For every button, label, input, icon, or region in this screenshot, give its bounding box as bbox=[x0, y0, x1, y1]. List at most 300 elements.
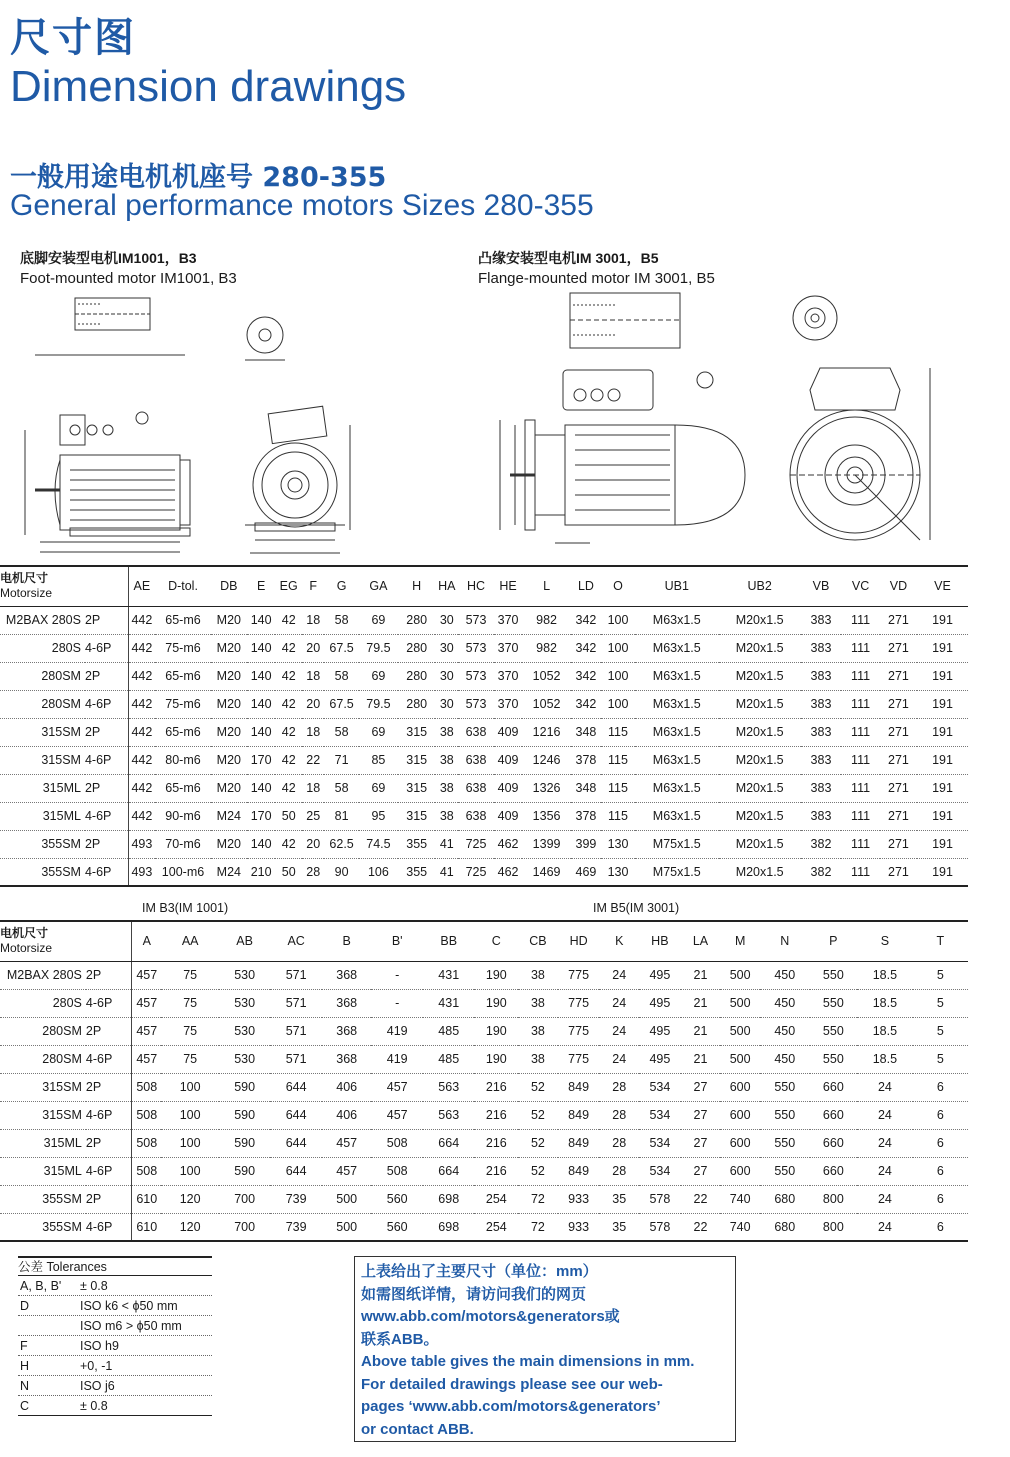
value-cell: 22 bbox=[681, 1213, 721, 1241]
value-cell: 660 bbox=[810, 1101, 858, 1129]
value-cell: 271 bbox=[880, 774, 917, 802]
value-cell: 62.5 bbox=[324, 830, 358, 858]
value-cell: 534 bbox=[639, 1157, 681, 1185]
value-cell: 370 bbox=[494, 606, 523, 634]
poles-cell: 2P bbox=[85, 718, 128, 746]
value-cell: 65-m6 bbox=[155, 606, 211, 634]
col-header: F bbox=[302, 566, 325, 606]
value-cell: 6 bbox=[913, 1129, 968, 1157]
table-row bbox=[0, 1129, 968, 1157]
value-cell: 368 bbox=[322, 1045, 372, 1073]
motor-size-cell: 315ML bbox=[0, 1129, 86, 1157]
value-cell: 24 bbox=[599, 961, 639, 989]
value-cell: M20 bbox=[211, 774, 247, 802]
value-cell: 933 bbox=[558, 1185, 600, 1213]
tolerance-value: ISO h9 bbox=[80, 1339, 119, 1353]
value-cell: 72 bbox=[518, 1213, 558, 1241]
value-cell: 38 bbox=[435, 746, 458, 774]
value-cell: 638 bbox=[458, 774, 493, 802]
table-row bbox=[0, 1017, 968, 1045]
col-header: EG bbox=[275, 566, 302, 606]
value-cell: 849 bbox=[558, 1073, 600, 1101]
motor-size-cell: 315SM bbox=[0, 1101, 86, 1129]
value-cell: 111 bbox=[841, 634, 880, 662]
poles-cell: 4-6P bbox=[86, 989, 132, 1017]
note-line: or contact ABB. bbox=[361, 1420, 474, 1438]
col-header: LA bbox=[681, 921, 721, 961]
value-cell: 58 bbox=[324, 606, 358, 634]
value-cell: 24 bbox=[857, 1073, 913, 1101]
value-cell: 725 bbox=[458, 830, 493, 858]
tolerance-key: N bbox=[20, 1379, 30, 1393]
value-cell: 191 bbox=[917, 746, 968, 774]
note-line: 如需图纸详情，请访问我们的网页 bbox=[361, 1285, 587, 1303]
value-cell: 271 bbox=[880, 662, 917, 690]
value-cell: 271 bbox=[880, 802, 917, 830]
value-cell: 383 bbox=[801, 774, 842, 802]
note-line: pages ‘www.abb.com/motors&generators’ bbox=[361, 1398, 661, 1415]
value-cell: M20x1.5 bbox=[719, 802, 801, 830]
value-cell: 100 bbox=[601, 634, 635, 662]
motor-size-cell: 315SM bbox=[0, 718, 85, 746]
value-cell: 383 bbox=[801, 690, 842, 718]
value-cell: 315 bbox=[398, 746, 435, 774]
value-cell: 140 bbox=[247, 718, 276, 746]
col-header: VD bbox=[880, 566, 917, 606]
value-cell: 508 bbox=[371, 1157, 423, 1185]
value-cell: 530 bbox=[219, 1045, 271, 1073]
tolerance-row bbox=[18, 1276, 212, 1296]
value-cell: 191 bbox=[917, 606, 968, 634]
value-cell: 140 bbox=[247, 606, 276, 634]
poles-cell: 2P bbox=[85, 662, 128, 690]
value-cell: 20 bbox=[302, 690, 325, 718]
value-cell: 70-m6 bbox=[155, 830, 211, 858]
value-cell: 378 bbox=[571, 802, 601, 830]
value-cell: 22 bbox=[302, 746, 325, 774]
col-header: L bbox=[522, 566, 570, 606]
value-cell: 383 bbox=[801, 802, 842, 830]
table-row bbox=[0, 1185, 968, 1213]
note-line: For detailed drawings please see our web- bbox=[361, 1375, 663, 1393]
value-cell: 431 bbox=[423, 989, 475, 1017]
col-header: AC bbox=[270, 921, 322, 961]
col-header: C bbox=[474, 921, 518, 961]
value-cell: 28 bbox=[599, 1073, 639, 1101]
value-cell: 590 bbox=[219, 1101, 271, 1129]
foot-motor-side-view-drawing bbox=[20, 290, 220, 565]
value-cell: 28 bbox=[599, 1157, 639, 1185]
foot-caption-cn: 底脚安装型电机IM1001，B3 bbox=[20, 250, 197, 266]
value-cell: 65-m6 bbox=[155, 774, 211, 802]
value-cell: M20 bbox=[211, 830, 247, 858]
value-cell: 500 bbox=[322, 1185, 372, 1213]
value-cell: 52 bbox=[518, 1157, 558, 1185]
value-cell: 573 bbox=[458, 662, 493, 690]
value-cell: 100-m6 bbox=[155, 858, 211, 886]
value-cell: 315 bbox=[398, 802, 435, 830]
value-cell: 5 bbox=[913, 989, 968, 1017]
value-cell: 550 bbox=[760, 1129, 810, 1157]
value-cell: 457 bbox=[132, 1017, 162, 1045]
value-cell: 28 bbox=[599, 1129, 639, 1157]
value-cell: 508 bbox=[132, 1157, 162, 1185]
value-cell: 120 bbox=[161, 1185, 218, 1213]
value-cell: 644 bbox=[270, 1101, 322, 1129]
table-row bbox=[0, 746, 968, 774]
value-cell: 38 bbox=[518, 1017, 558, 1045]
col-header: T bbox=[913, 921, 968, 961]
table-row bbox=[0, 1073, 968, 1101]
value-cell: M20 bbox=[211, 718, 247, 746]
value-cell: 115 bbox=[601, 774, 635, 802]
poles-cell: 4-6P bbox=[86, 1213, 132, 1241]
value-cell: 28 bbox=[302, 858, 325, 886]
value-cell: 500 bbox=[720, 1017, 760, 1045]
value-cell: 740 bbox=[720, 1213, 760, 1241]
value-cell: 191 bbox=[917, 802, 968, 830]
dimensions-table-1 bbox=[0, 565, 968, 887]
value-cell: 20 bbox=[302, 830, 325, 858]
value-cell: 81 bbox=[324, 802, 358, 830]
value-cell: 500 bbox=[322, 1213, 372, 1241]
value-cell: 38 bbox=[518, 961, 558, 989]
value-cell: 409 bbox=[494, 718, 523, 746]
value-cell: - bbox=[371, 961, 423, 989]
value-cell: 660 bbox=[810, 1129, 858, 1157]
value-cell: M63x1.5 bbox=[635, 634, 719, 662]
value-cell: 30 bbox=[435, 662, 458, 690]
value-cell: 342 bbox=[571, 606, 601, 634]
table-row bbox=[0, 989, 968, 1017]
value-cell: 67.5 bbox=[324, 690, 358, 718]
value-cell: 495 bbox=[639, 989, 681, 1017]
value-cell: 1356 bbox=[522, 802, 570, 830]
poles-cell: 2P bbox=[86, 1129, 132, 1157]
value-cell: 457 bbox=[322, 1157, 372, 1185]
value-cell: 383 bbox=[801, 606, 842, 634]
value-cell: M75x1.5 bbox=[635, 858, 719, 886]
value-cell: 30 bbox=[435, 690, 458, 718]
value-cell: M20x1.5 bbox=[719, 606, 801, 634]
motor-size-cell: 280S bbox=[0, 989, 86, 1017]
value-cell: 508 bbox=[132, 1073, 162, 1101]
value-cell: M24 bbox=[211, 802, 247, 830]
value-cell: 22 bbox=[681, 1185, 721, 1213]
poles-cell: 2P bbox=[86, 1017, 132, 1045]
value-cell: 644 bbox=[270, 1073, 322, 1101]
value-cell: 849 bbox=[558, 1157, 600, 1185]
value-cell: 41 bbox=[435, 830, 458, 858]
tolerance-value: +0, -1 bbox=[80, 1359, 113, 1373]
value-cell: 190 bbox=[474, 961, 518, 989]
value-cell: 700 bbox=[219, 1185, 271, 1213]
poles-cell: 4-6P bbox=[85, 746, 128, 774]
motor-size-cell: 315SM bbox=[0, 746, 85, 774]
table-row bbox=[0, 606, 968, 634]
value-cell: 664 bbox=[423, 1129, 475, 1157]
value-cell: 38 bbox=[518, 1045, 558, 1073]
table-2-body bbox=[0, 961, 968, 1241]
col-header: E bbox=[247, 566, 276, 606]
value-cell: 1052 bbox=[522, 662, 570, 690]
value-cell: 95 bbox=[359, 802, 398, 830]
value-cell: 75 bbox=[161, 961, 218, 989]
value-cell: 216 bbox=[474, 1157, 518, 1185]
poles-cell: 4-6P bbox=[86, 1045, 132, 1073]
value-cell: 280 bbox=[398, 690, 435, 718]
value-cell: 170 bbox=[247, 746, 276, 774]
value-cell: M20x1.5 bbox=[719, 858, 801, 886]
value-cell: 442 bbox=[128, 802, 155, 830]
value-cell: 500 bbox=[720, 1045, 760, 1073]
value-cell: 457 bbox=[371, 1101, 423, 1129]
col-header: M bbox=[720, 921, 760, 961]
value-cell: 280 bbox=[398, 662, 435, 690]
flange-motor-side-view-drawing bbox=[495, 285, 765, 560]
value-cell: 550 bbox=[810, 1045, 858, 1073]
value-cell: 442 bbox=[128, 746, 155, 774]
table-row bbox=[0, 718, 968, 746]
value-cell: 42 bbox=[275, 634, 302, 662]
value-cell: 457 bbox=[132, 989, 162, 1017]
value-cell: 530 bbox=[219, 1017, 271, 1045]
tolerance-key: A, B, B' bbox=[20, 1279, 62, 1293]
value-cell: 368 bbox=[322, 961, 372, 989]
value-cell: 383 bbox=[801, 634, 842, 662]
value-cell: 27 bbox=[681, 1129, 721, 1157]
value-cell: 80-m6 bbox=[155, 746, 211, 774]
value-cell: 800 bbox=[810, 1213, 858, 1241]
poles-cell: 2P bbox=[85, 774, 128, 802]
value-cell: 79.5 bbox=[359, 634, 398, 662]
value-cell: 739 bbox=[270, 1185, 322, 1213]
value-cell: 508 bbox=[132, 1101, 162, 1129]
value-cell: 21 bbox=[681, 989, 721, 1017]
value-cell: 534 bbox=[639, 1073, 681, 1101]
foot-caption-en: Foot-mounted motor IM1001, B3 bbox=[20, 270, 237, 287]
value-cell: 111 bbox=[841, 606, 880, 634]
value-cell: 216 bbox=[474, 1129, 518, 1157]
value-cell: 442 bbox=[128, 662, 155, 690]
tolerance-row bbox=[18, 1396, 212, 1416]
value-cell: 560 bbox=[371, 1185, 423, 1213]
value-cell: 100 bbox=[601, 606, 635, 634]
value-cell: 450 bbox=[760, 1017, 810, 1045]
motor-size-cell: 355SM bbox=[0, 858, 85, 886]
value-cell: 1326 bbox=[522, 774, 570, 802]
poles-cell: 2P bbox=[85, 606, 128, 634]
value-cell: 462 bbox=[494, 830, 523, 858]
poles-cell: 4-6P bbox=[85, 690, 128, 718]
value-cell: 140 bbox=[247, 634, 276, 662]
value-cell: 38 bbox=[518, 989, 558, 1017]
value-cell: 495 bbox=[639, 961, 681, 989]
value-cell: M63x1.5 bbox=[635, 718, 719, 746]
value-cell: 20 bbox=[302, 634, 325, 662]
value-cell: 100 bbox=[601, 662, 635, 690]
tolerance-row bbox=[18, 1336, 212, 1356]
value-cell: 52 bbox=[518, 1129, 558, 1157]
value-cell: 190 bbox=[474, 1045, 518, 1073]
value-cell: M75x1.5 bbox=[635, 830, 719, 858]
value-cell: 191 bbox=[917, 690, 968, 718]
col-header: UB2 bbox=[719, 566, 801, 606]
value-cell: 69 bbox=[359, 662, 398, 690]
value-cell: 638 bbox=[458, 718, 493, 746]
value-cell: 6 bbox=[913, 1213, 968, 1241]
col-header: VE bbox=[917, 566, 968, 606]
value-cell: 100 bbox=[161, 1073, 218, 1101]
value-cell: M20x1.5 bbox=[719, 634, 801, 662]
value-cell: 111 bbox=[841, 746, 880, 774]
value-cell: 191 bbox=[917, 634, 968, 662]
tolerances-table bbox=[18, 1256, 212, 1416]
value-cell: 191 bbox=[917, 858, 968, 886]
value-cell: 50 bbox=[275, 858, 302, 886]
value-cell: 563 bbox=[423, 1073, 475, 1101]
value-cell: 6 bbox=[913, 1157, 968, 1185]
value-cell: 30 bbox=[435, 606, 458, 634]
value-cell: 18 bbox=[302, 662, 325, 690]
value-cell: 578 bbox=[639, 1185, 681, 1213]
value-cell: M20x1.5 bbox=[719, 746, 801, 774]
value-cell: 698 bbox=[423, 1185, 475, 1213]
flange-caption-en: Flange-mounted motor IM 3001, B5 bbox=[478, 270, 715, 287]
value-cell: 115 bbox=[601, 718, 635, 746]
value-cell: M20 bbox=[211, 606, 247, 634]
value-cell: 739 bbox=[270, 1213, 322, 1241]
value-cell: 534 bbox=[639, 1101, 681, 1129]
value-cell: 775 bbox=[558, 961, 600, 989]
col-header: N bbox=[760, 921, 810, 961]
col-header: D-tol. bbox=[155, 566, 211, 606]
value-cell: 21 bbox=[681, 1045, 721, 1073]
value-cell: 111 bbox=[841, 802, 880, 830]
value-cell: 600 bbox=[720, 1129, 760, 1157]
value-cell: 590 bbox=[219, 1073, 271, 1101]
value-cell: 368 bbox=[322, 989, 372, 1017]
dimensions-table-2 bbox=[0, 920, 968, 1242]
value-cell: 462 bbox=[494, 858, 523, 886]
value-cell: 115 bbox=[601, 746, 635, 774]
col-header: GA bbox=[359, 566, 398, 606]
value-cell: 18.5 bbox=[857, 1045, 913, 1073]
note-box bbox=[354, 1256, 736, 1442]
col-header: AE bbox=[128, 566, 155, 606]
value-cell: 170 bbox=[247, 802, 276, 830]
value-cell: 638 bbox=[458, 746, 493, 774]
value-cell: 530 bbox=[219, 989, 271, 1017]
value-cell: 140 bbox=[247, 774, 276, 802]
value-cell: 590 bbox=[219, 1157, 271, 1185]
value-cell: 120 bbox=[161, 1213, 218, 1241]
value-cell: 550 bbox=[760, 1073, 810, 1101]
value-cell: 664 bbox=[423, 1157, 475, 1185]
value-cell: 740 bbox=[720, 1185, 760, 1213]
value-cell: 216 bbox=[474, 1073, 518, 1101]
value-cell: 660 bbox=[810, 1157, 858, 1185]
col-header: HA bbox=[435, 566, 458, 606]
value-cell: 35 bbox=[599, 1213, 639, 1241]
table-row bbox=[0, 961, 968, 989]
value-cell: 6 bbox=[913, 1185, 968, 1213]
value-cell: 450 bbox=[760, 961, 810, 989]
motor-size-cell: 280SM bbox=[0, 1017, 86, 1045]
value-cell: 409 bbox=[494, 802, 523, 830]
value-cell: 140 bbox=[247, 830, 276, 858]
subtitle-cn: 一般用途电机机座号 280-355 bbox=[10, 162, 387, 193]
value-cell: 65-m6 bbox=[155, 662, 211, 690]
value-cell: 495 bbox=[639, 1045, 681, 1073]
value-cell: 38 bbox=[435, 718, 458, 746]
value-cell: M63x1.5 bbox=[635, 662, 719, 690]
value-cell: M63x1.5 bbox=[635, 774, 719, 802]
value-cell: 660 bbox=[810, 1073, 858, 1101]
value-cell: 485 bbox=[423, 1017, 475, 1045]
value-cell: 469 bbox=[571, 858, 601, 886]
value-cell: 571 bbox=[270, 989, 322, 1017]
value-cell: 550 bbox=[760, 1157, 810, 1185]
value-cell: 18.5 bbox=[857, 961, 913, 989]
value-cell: 24 bbox=[857, 1101, 913, 1129]
value-cell: 27 bbox=[681, 1157, 721, 1185]
value-cell: 24 bbox=[857, 1185, 913, 1213]
value-cell: 457 bbox=[371, 1073, 423, 1101]
value-cell: 1246 bbox=[522, 746, 570, 774]
value-cell: 442 bbox=[128, 634, 155, 662]
value-cell: 25 bbox=[302, 802, 325, 830]
value-cell: 431 bbox=[423, 961, 475, 989]
value-cell: 90-m6 bbox=[155, 802, 211, 830]
value-cell: 271 bbox=[880, 690, 917, 718]
value-cell: 190 bbox=[474, 989, 518, 1017]
value-cell: 610 bbox=[132, 1185, 162, 1213]
tolerance-row bbox=[18, 1316, 212, 1336]
motor-size-cell: 355SM bbox=[0, 1185, 86, 1213]
table-row bbox=[0, 690, 968, 718]
value-cell: M20x1.5 bbox=[719, 690, 801, 718]
col-header: H bbox=[398, 566, 435, 606]
note-line: www.abb.com/motors&generators或 bbox=[361, 1308, 620, 1325]
value-cell: 571 bbox=[270, 961, 322, 989]
flange-motor-front-view-drawing bbox=[770, 290, 945, 560]
value-cell: 450 bbox=[760, 1045, 810, 1073]
page-title-cn: 尺寸图 bbox=[10, 15, 136, 61]
value-cell: 140 bbox=[247, 662, 276, 690]
value-cell: 680 bbox=[760, 1185, 810, 1213]
value-cell: 457 bbox=[132, 961, 162, 989]
col-header: CB bbox=[518, 921, 558, 961]
value-cell: 42 bbox=[275, 690, 302, 718]
value-cell: 1469 bbox=[522, 858, 570, 886]
value-cell: 457 bbox=[322, 1129, 372, 1157]
value-cell: 75-m6 bbox=[155, 690, 211, 718]
value-cell: 849 bbox=[558, 1101, 600, 1129]
value-cell: 111 bbox=[841, 858, 880, 886]
value-cell: 457 bbox=[132, 1045, 162, 1073]
value-cell: 100 bbox=[161, 1157, 218, 1185]
value-cell: 573 bbox=[458, 690, 493, 718]
value-cell: 6 bbox=[913, 1073, 968, 1101]
value-cell: 442 bbox=[128, 606, 155, 634]
col-header: VB bbox=[801, 566, 842, 606]
value-cell: 573 bbox=[458, 606, 493, 634]
value-cell: 348 bbox=[571, 774, 601, 802]
tolerance-value: ISO m6 > ϕ50 mm bbox=[80, 1319, 182, 1333]
value-cell: 254 bbox=[474, 1213, 518, 1241]
value-cell: 35 bbox=[599, 1185, 639, 1213]
